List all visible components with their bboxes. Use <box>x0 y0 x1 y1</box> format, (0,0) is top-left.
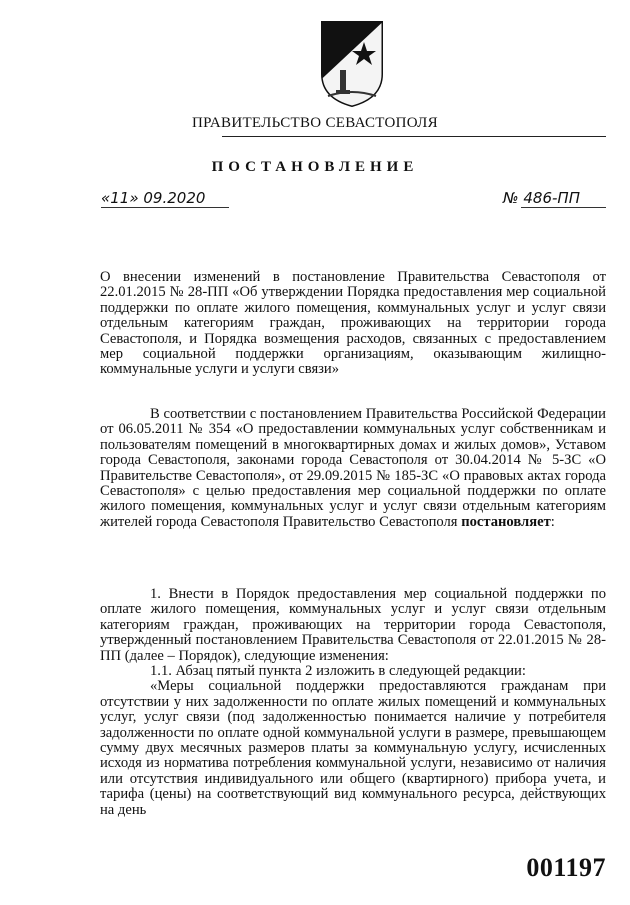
preamble-colon: : <box>550 513 555 530</box>
header-divider <box>222 136 606 137</box>
serial-number: 001197 <box>526 853 606 882</box>
date-day-handwritten: 11 <box>110 189 130 207</box>
amended-paragraph-quote: «Меры социальной поддержки предоставляются гражданам при отсутствии у них задолженности по оплате жилых помещений и коммунальных услуг, услуг связи (под задолженностью понимается наличие у потребителя задолженности по оплате одной коммунальной услуги в размере, превышающем сумму двух месячных размеров платы за коммунальную услугу, исчисленных исходя из норматива потребления коммунальной услуги, независимо от наличия или отсутствия индивидуального или общего (квартирного) прибора учета, и тарифа (цены) на соответствующий вид коммунального ресурса, действующих на день <box>100 678 606 818</box>
changes-block <box>100 587 606 818</box>
document-number <box>503 189 580 207</box>
number-value-handwritten: 486-ПП <box>523 189 580 207</box>
document-title-block <box>100 270 606 378</box>
number-underline <box>521 207 606 208</box>
change-item-1: 1. Внести в Порядок предоставления мер социальной поддержки по оплате жилого помещения, коммунальных услуг и услуг связи отдельным категориям граждан, проживающих на территории города Севастополя, утвержденный постановлением Правительства Севастополя от 22.01.2015 № 28-ПП (далее – Порядок), следующие изменения: <box>100 586 606 664</box>
preamble-paragraph <box>100 407 606 530</box>
preamble-bold-keyword: постановляет <box>461 513 551 530</box>
date-month-year-handwritten: » 09.2020 <box>129 189 206 207</box>
preamble-block <box>100 407 606 530</box>
number-sign: № <box>503 189 519 207</box>
preamble-text: В соответствии с постановлением Правительства Российской Федерации от 06.05.2011 № 354 «О предоставлении коммунальных услуг собственникам и пользователям помещений в многоквартирных домах и жилых домов», Уставом города Севастополя, законами города Севастополя от 30.04.2014 № 5-ЗС «О Правительстве Севастополя», от 29.09.2015 № 185-ЗС «О правовых актах города Севастополя» с целью предоставления мер социальной поддержки по оплате жилого помещения, коммунальных услуг и услуг связи отдельным категориям жителей города Севастополя Правительство Севастополя <box>100 406 606 530</box>
date-underline <box>101 207 229 208</box>
date-open-quote: « <box>101 189 111 207</box>
document-title: О внесении изменений в постановление Правительства Севастополя от 22.01.2015 № 28-ПП «Об утверждении Порядка предоставления мер социальной поддержки по оплате жилого помещения, коммунальных услуг и услуг связи отдельным категориям граждан, проживающих на территории города Севастополя, и Порядка возмещения расходов, связанных с предоставлением мер социальной поддержки организациям, оказывающим жилищно-коммунальные услуги и услуги связи» <box>100 269 606 378</box>
sevastopol-coat-of-arms-emblem <box>318 18 386 108</box>
government-name: ПРАВИТЕЛЬСТВО СЕВАСТОПОЛЯ <box>192 115 438 131</box>
change-item-1-1: 1.1. Абзац пятый пункта 2 изложить в следующей редакции: <box>150 663 526 680</box>
document-date <box>101 189 205 207</box>
document-type-heading: ПОСТАНОВЛЕНИЕ <box>211 159 419 175</box>
